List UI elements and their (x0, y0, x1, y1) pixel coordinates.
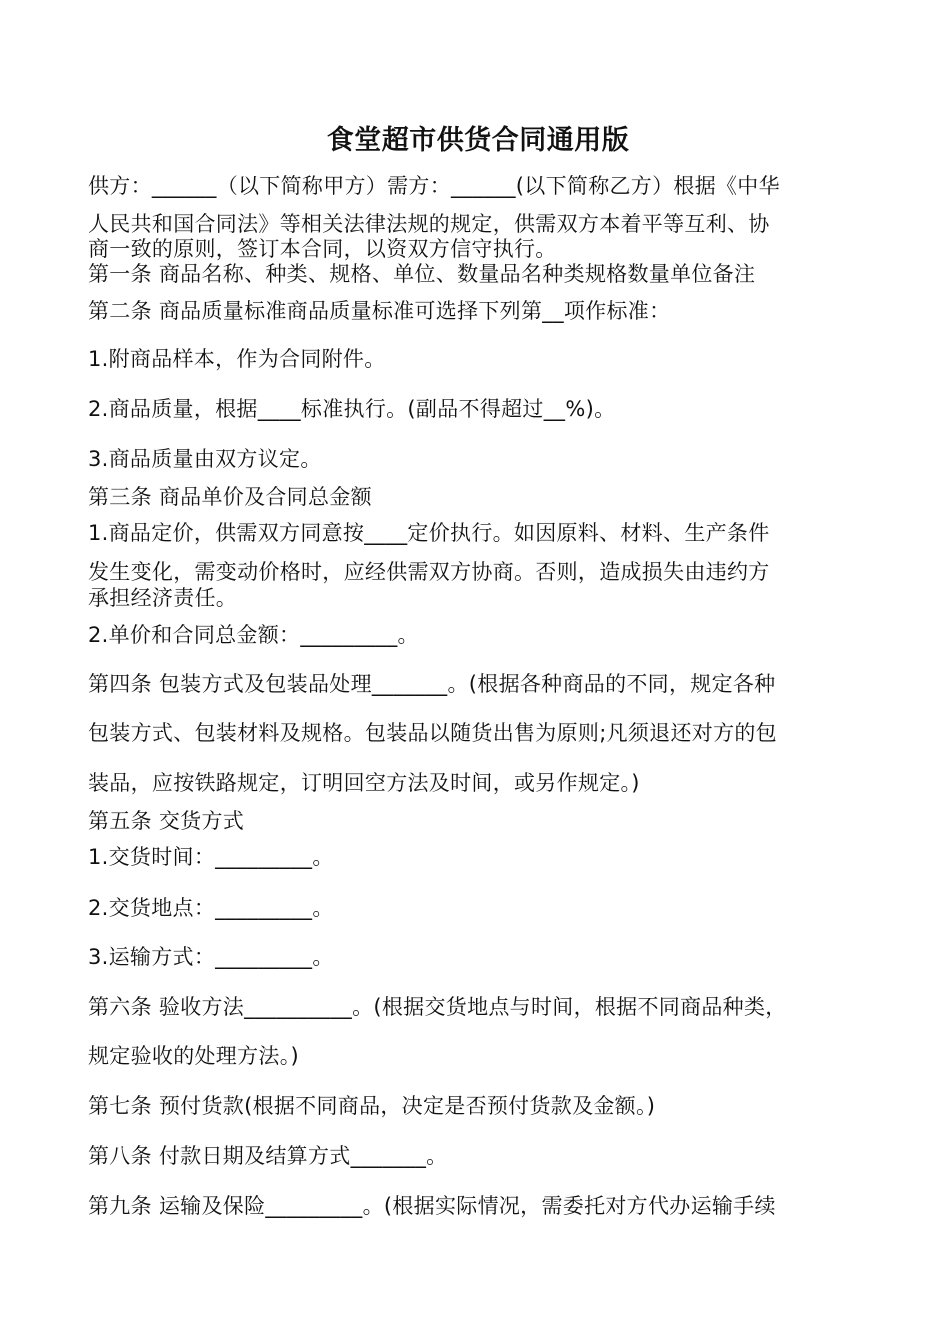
text-line: 承担经济责任。 (88, 586, 238, 610)
article-heading: 第六条 验收方法__________。(根据交货地点与时间，根据不同商品种类， (88, 995, 787, 1019)
article-heading: 第三条 商品单价及合同总金额 (88, 485, 372, 509)
list-item: 1.交货时间：_________。 (88, 845, 334, 869)
text-line: 商一致的原则，签订本合同，以资双方信守执行。 (88, 237, 557, 261)
list-item: 3.商品质量由双方议定。 (88, 447, 322, 471)
article-heading: 第七条 预付货款(根据不同商品，决定是否预付货款及金额。) (88, 1094, 656, 1118)
text-line: 人民共和国合同法》等相关法律法规的规定，供需双方本着平等互利、协 (88, 212, 770, 236)
document-title: 食堂超市供货合同通用版 (326, 125, 630, 156)
list-item: 1.附商品样本，作为合同附件。 (88, 347, 386, 371)
article-heading: 第二条 商品质量标准商品质量标准可选择下列第__项作标准： (88, 299, 671, 323)
article-heading: 第四条 包装方式及包装品处理_______。(根据各种商品的不同，规定各种 (88, 672, 776, 696)
text-line: 包装方式、包装材料及规格。包装品以随货出售为原则;凡须退还对方的包 (88, 721, 777, 745)
text-line: 供方：______（以下简称甲方）需方：______(以下简称乙方）根据《中华 (88, 174, 780, 198)
list-item: 2.单价和合同总金额：_________。 (88, 623, 419, 647)
list-item: 2.商品质量，根据____标准执行。(副品不得超过__%)。 (88, 397, 616, 421)
text-line: 装品，应按铁路规定，订明回空方法及时间，或另作规定。) (88, 771, 640, 795)
list-item: 3.运输方式：_________。 (88, 945, 334, 969)
article-heading: 第一条 商品名称、种类、规格、单位、数量品名种类规格数量单位备注 (88, 262, 756, 286)
article-heading: 第五条 交货方式 (88, 809, 245, 833)
text-line: 发生变化，需变动价格时，应经供需双方协商。否则，造成损失由违约方 (88, 560, 770, 584)
article-heading: 第九条 运输及保险_________。(根据实际情况，需委托对方代办运输手续 (88, 1194, 776, 1218)
list-item: 1.商品定价，供需双方同意按____定价执行。如因原料、材料、生产条件 (88, 521, 770, 545)
text-line: 规定验收的处理方法。) (88, 1044, 299, 1068)
article-heading: 第八条 付款日期及结算方式_______。 (88, 1144, 448, 1168)
list-item: 2.交货地点：_________。 (88, 896, 334, 920)
